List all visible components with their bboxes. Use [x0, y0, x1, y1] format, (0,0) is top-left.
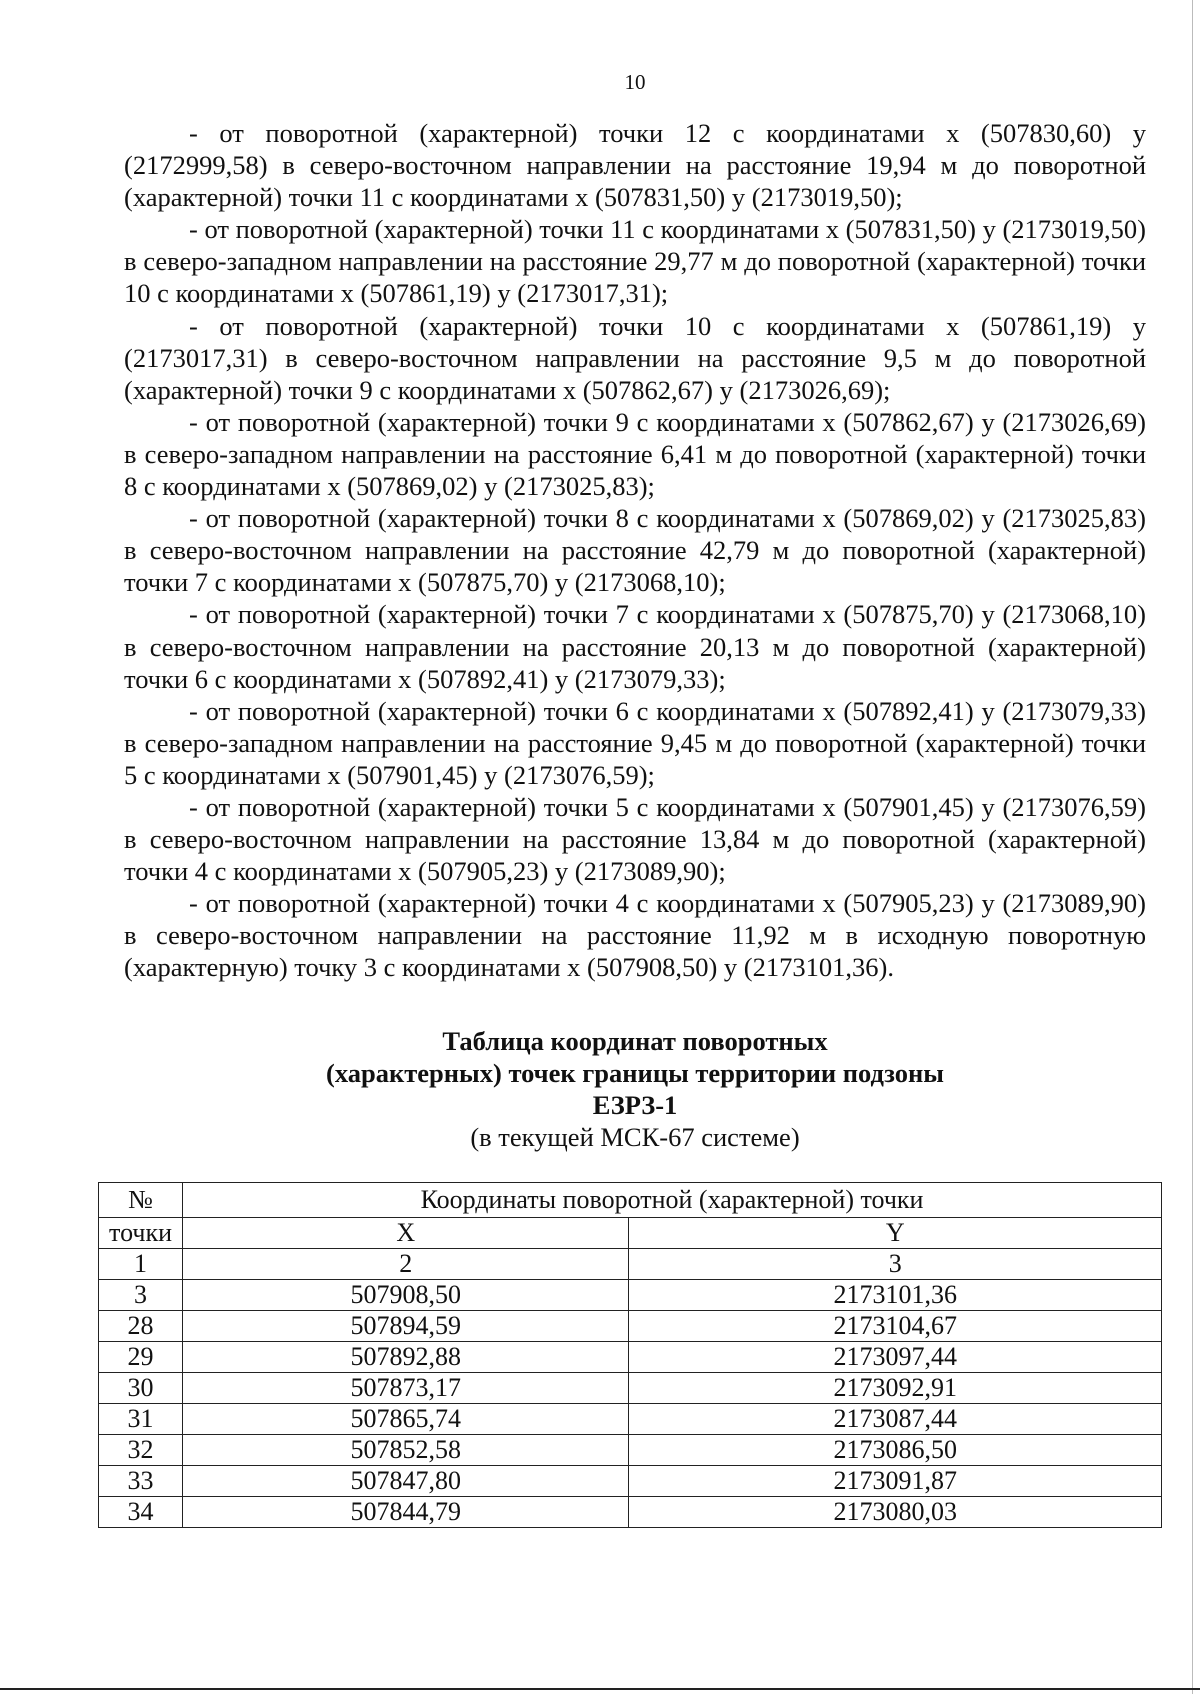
boundary-paragraph: - от поворотной (характерной) точки 4 с координатами x (507905,23) y (2173089,90) в северо-восточном направлении на расстояние 11,92 м в исходную поворотную (характерную) точку 3 с координатами x (507908,50) y (2173101,36). [124, 888, 1146, 983]
table-index-row [99, 1249, 1162, 1280]
y-cell: 2173097,44 [629, 1342, 1162, 1373]
table-title-line3: ЕЗРЗ-1 [592, 1090, 678, 1120]
y-cell: 2173091,87 [629, 1466, 1162, 1497]
point-number-cell: 29 [99, 1342, 183, 1373]
header-point-number-top: № [99, 1183, 183, 1218]
table-row [99, 1342, 1162, 1373]
point-number-cell: 28 [99, 1311, 183, 1342]
point-number-cell: 34 [99, 1497, 183, 1528]
x-cell: 507894,59 [183, 1311, 629, 1342]
boundary-paragraph: - от поворотной (характерной) точки 10 с координатами x (507861,19) y (2173017,31) в северо-восточном направлении на расстояние 9,5 м до поворотной (характерной) точки 9 с координатами x (507862,67) y (2173026,69); [124, 310, 1146, 405]
boundary-paragraph: - от поворотной (характерной) точки 9 с координатами x (507862,67) y (2173026,69) в северо-западном направлении на расстояние 6,41 м до поворотной (характерной) точки 8 с координатами x (507869,02) y (2173025,83); [124, 406, 1146, 502]
x-cell: 507844,79 [183, 1497, 629, 1528]
header-coordinates: Координаты поворотной (характерной) точки [183, 1183, 1162, 1218]
y-cell: 2173092,91 [629, 1373, 1162, 1404]
boundary-paragraph: - от поворотной (характерной) точки 6 с координатами x (507892,41) y (2173079,33) в северо-западном направлении на расстояние 9,45 м до поворотной (характерной) точки 5 с координатами x (507901,45) y (2173076,59); [124, 695, 1146, 790]
x-cell: 507847,80 [183, 1466, 629, 1497]
y-cell: 2173101,36 [629, 1280, 1162, 1311]
table-subtitle: (в текущей МСК-67 системе) [470, 1122, 800, 1152]
x-cell: 507852,58 [183, 1435, 629, 1466]
table-title-line1: Таблица координат поворотных [442, 1026, 828, 1056]
index-cell: 2 [183, 1249, 629, 1280]
boundary-paragraph: - от поворотной (характерной) точки 8 с координатами x (507869,02) y (2173025,83) в северо-восточном направлении на расстояние 42,79 м до поворотной (характерной) точки 7 с координатами x (507875,70) y (2173068,10); [124, 503, 1146, 598]
table-title [124, 1025, 1146, 1153]
header-y: Y [629, 1218, 1162, 1249]
point-number-cell: 3 [99, 1280, 183, 1311]
x-cell: 507908,50 [183, 1280, 629, 1311]
table-row [99, 1466, 1162, 1497]
boundary-paragraph: - от поворотной (характерной) точки 12 с координатами x (507830,60) y (2172999,58) в северо-восточном направлении на расстояние 19,94 м до поворотной (характерной) точки 11 с координатами x (507831,50) y (2173019,50); [124, 118, 1146, 213]
point-number-cell: 30 [99, 1373, 183, 1404]
scan-bottom-line [0, 1688, 1200, 1690]
boundary-paragraph: - от поворотной (характерной) точки 5 с координатами x (507901,45) y (2173076,59) в северо-восточном направлении на расстояние 13,84 м до поворотной (характерной) точки 4 с координатами x (507905,23) y (2173089,90); [124, 791, 1146, 887]
coordinates-table [98, 1182, 1162, 1528]
boundary-paragraph: - от поворотной (характерной) точки 11 с координатами x (507831,50) y (2173019,50) в северо-западном направлении на расстояние 29,77 м до поворотной (характерной) точки 10 с координатами x (507861,19) y (2173017,31); [124, 214, 1146, 309]
table-row [99, 1404, 1162, 1435]
y-cell: 2173104,67 [629, 1311, 1162, 1342]
table-row [99, 1373, 1162, 1404]
point-number-cell: 31 [99, 1404, 183, 1435]
boundary-paragraph: - от поворотной (характерной) точки 7 с координатами x (507875,70) y (2173068,10) в северо-восточном направлении на расстояние 20,13 м до поворотной (характерной) точки 6 с координатами x (507892,41) y (2173079,33); [124, 599, 1146, 694]
y-cell: 2173080,03 [629, 1497, 1162, 1528]
table-title-line2: (характерных) точек границы территории подзоны [326, 1058, 944, 1088]
table-row [99, 1280, 1162, 1311]
table-row [99, 1311, 1162, 1342]
scan-edge-line [1192, 0, 1193, 1694]
y-cell: 2173087,44 [629, 1404, 1162, 1435]
header-point-number-bottom: точки [99, 1218, 183, 1249]
point-number-cell: 33 [99, 1466, 183, 1497]
x-cell: 507865,74 [183, 1404, 629, 1435]
body-text [124, 117, 1146, 984]
x-cell: 507892,88 [183, 1342, 629, 1373]
point-number-cell: 32 [99, 1435, 183, 1466]
page-number: 10 [624, 70, 646, 94]
index-cell: 3 [629, 1249, 1162, 1280]
index-cell: 1 [99, 1249, 183, 1280]
table-subheader-row [99, 1218, 1162, 1249]
header-x: X [183, 1218, 629, 1249]
y-cell: 2173086,50 [629, 1435, 1162, 1466]
table-row [99, 1497, 1162, 1528]
x-cell: 507873,17 [183, 1373, 629, 1404]
table-row [99, 1435, 1162, 1466]
table-header-row [99, 1183, 1162, 1218]
